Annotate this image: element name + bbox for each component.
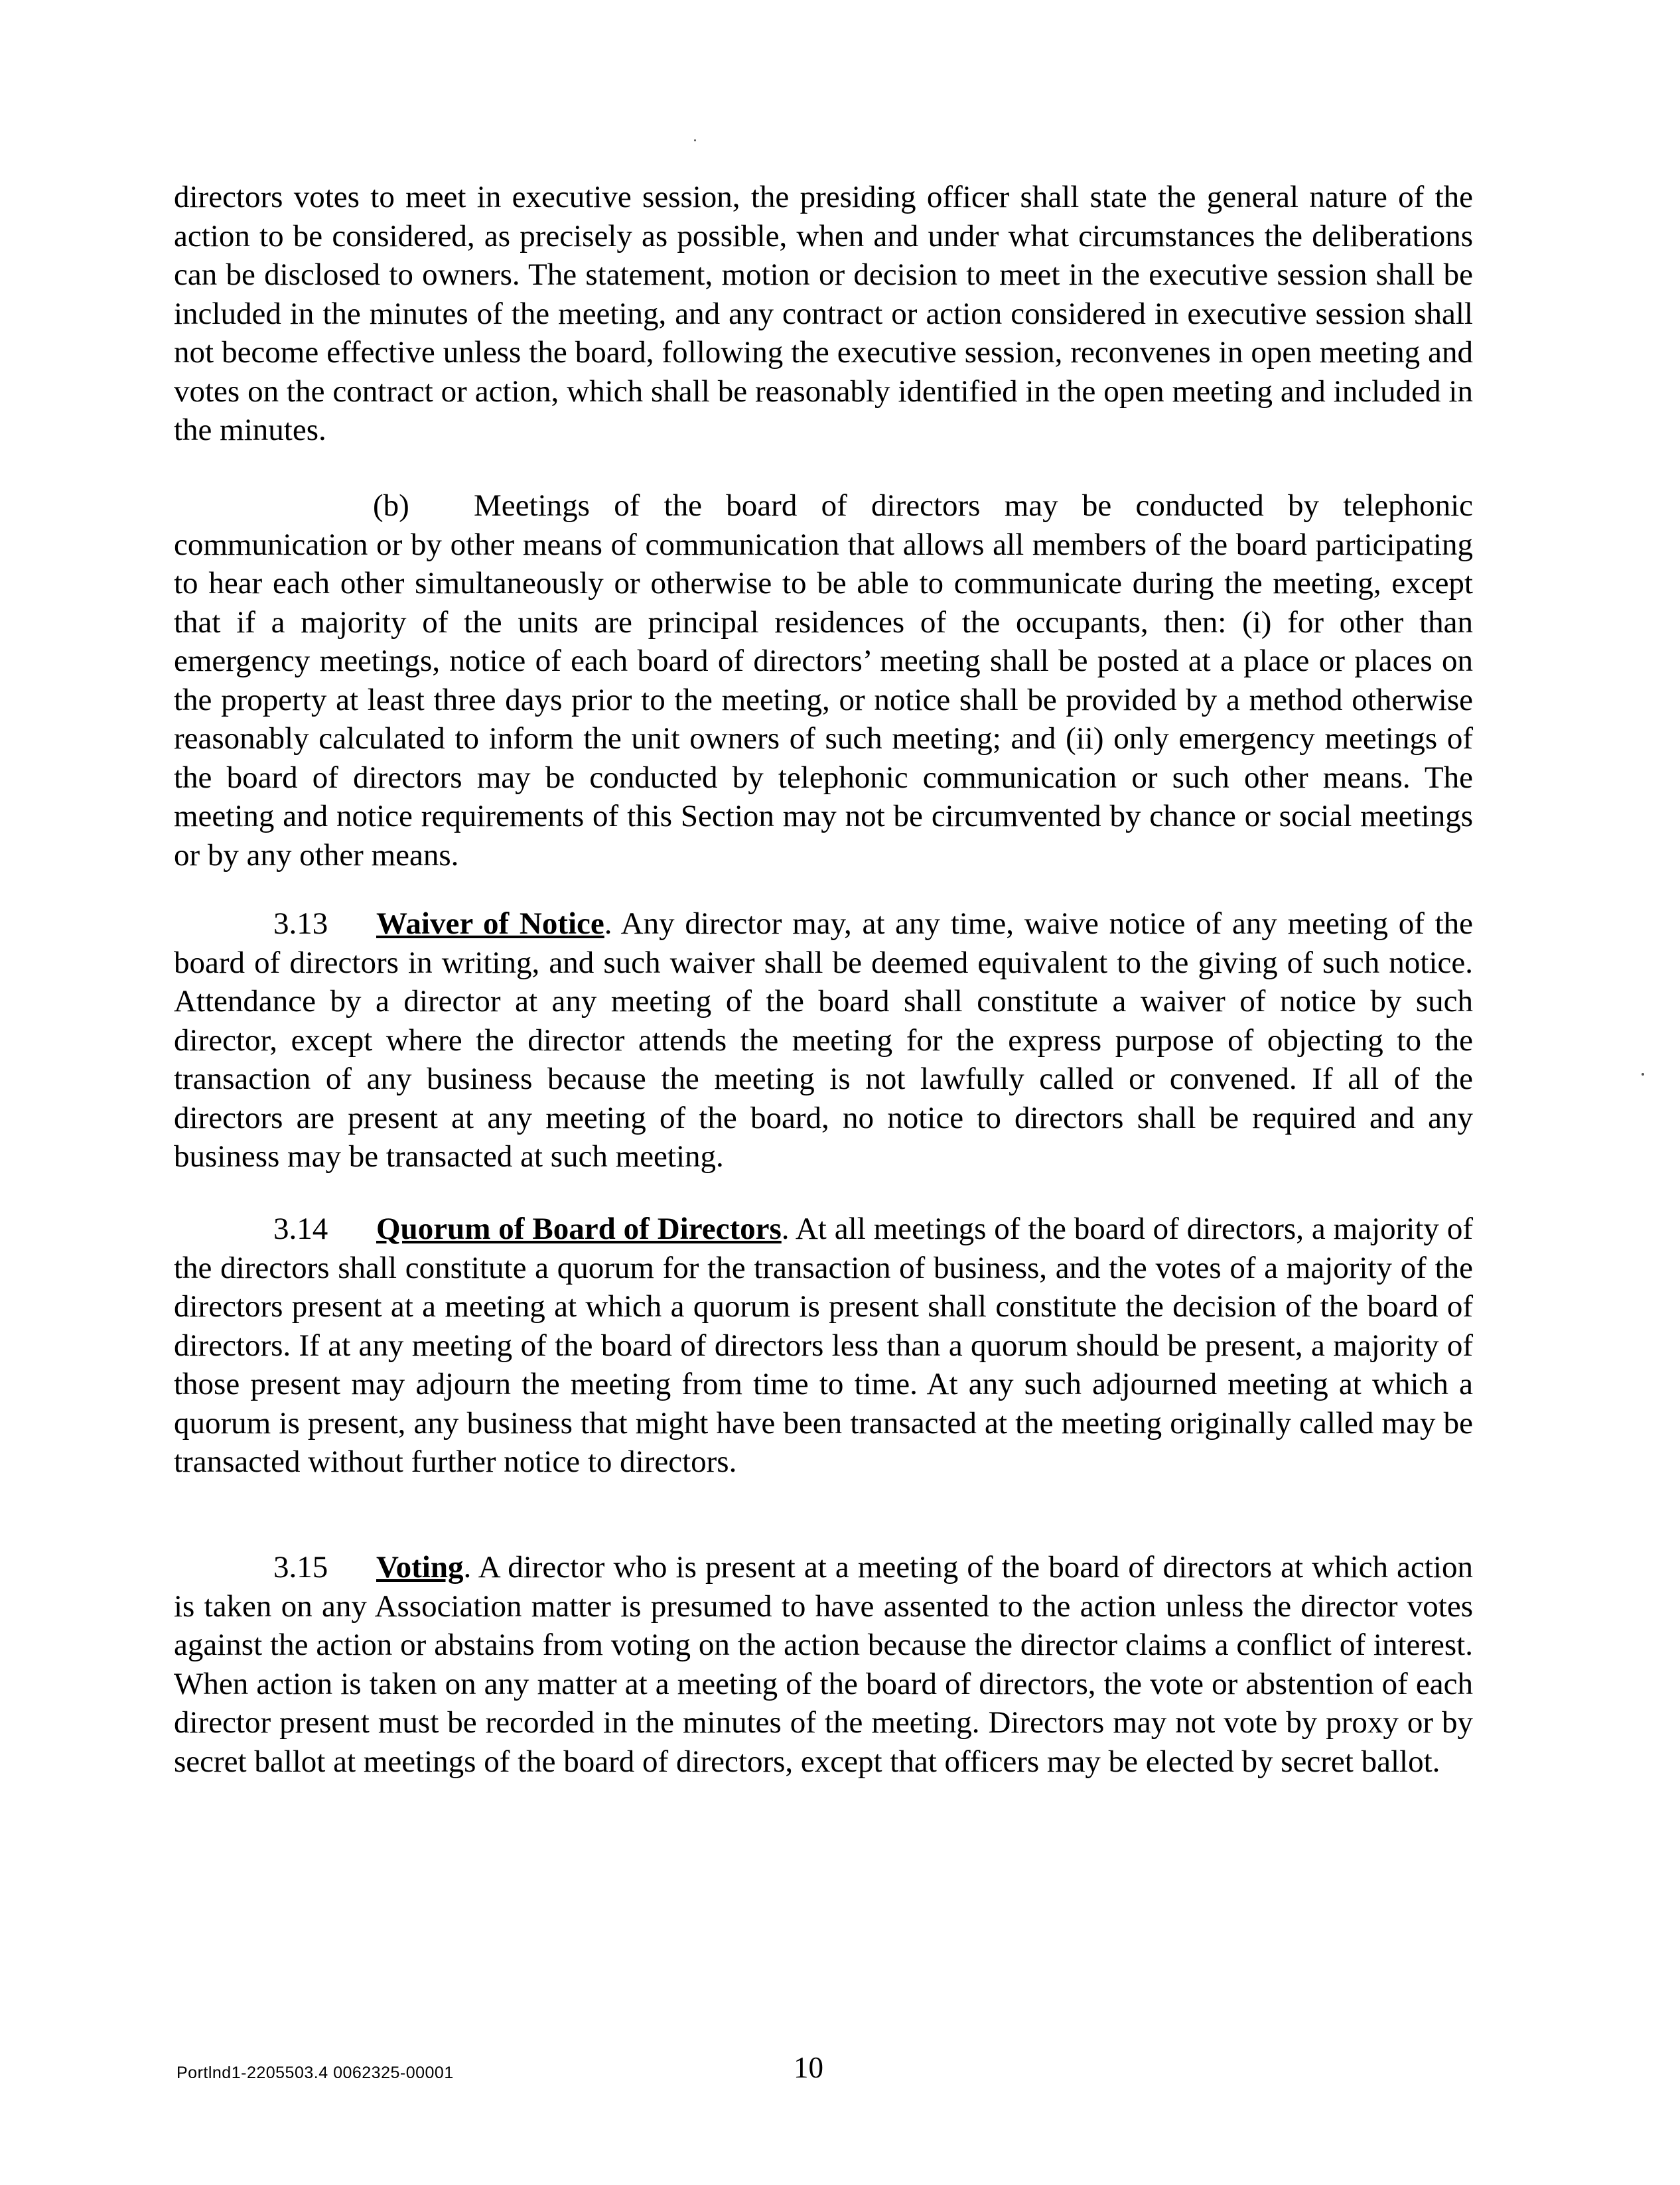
- section-number: 3.14: [273, 1212, 328, 1246]
- scan-speck: [1642, 1073, 1644, 1076]
- paragraph-text: directors votes to meet in executive session, the presiding officer shall state the general nature of the action to be considered, as precisely as possible, when and under what circumstances the deliberations can be disclosed to owners. The statement, motion or decision to meet in the executive session shall be included in the minutes of the meeting, and any contract or action considered in executive session shall not become effective unless the board, following the executive session, reconvenes in open meeting and votes on the contract or action, which shall be reasonably identified in the open meeting and included in the minutes.: [174, 180, 1473, 447]
- section-3-14-quorum: [174, 1210, 1473, 1482]
- section-heading: Quorum of Board of Directors: [376, 1212, 782, 1246]
- section-number: 3.13: [273, 906, 328, 941]
- section-heading: Voting: [376, 1550, 464, 1585]
- paragraph-executive-session: [174, 178, 1473, 450]
- section-3-13-waiver-of-notice: [174, 904, 1473, 1176]
- paragraph-b-telephonic-meetings: [174, 486, 1473, 875]
- section-3-15-voting: [174, 1548, 1473, 1781]
- section-text: . At all meetings of the board of directors, a majority of the directors shall constitute a quorum for the transaction of business, and the votes of a majority of the directors present at a meeting at which a quorum is present shall constitute the decision of the board of directors. If at any meeting of the board of directors less than a quorum should be present, a majority of those present may adjourn the meeting from time to time. At any such adjourned meeting at which a quorum is present, any business that might have been transacted at the meeting originally called may be transacted without further notice to directors.: [174, 1212, 1473, 1479]
- footer-document-id: Portlnd1-2205503.4 0062325-00001: [176, 2064, 454, 2082]
- subsection-label: (b): [373, 488, 409, 523]
- paragraph-text: Meetings of the board of directors may be conducted by telephonic communication or by other means of communication that allows all members of the board participating to hear each other simultaneously or otherwise to be able to communicate during the meeting, except that if a majority of the units are principal residences of the occupants, then: (i) for other than emergency meetings, notice of each board of directors’ meeting shall be posted at a place or places on the property at least three days prior to the meeting, or notice shall be provided by a method otherwise reasonably calculated to inform the unit owners of such meeting; and (ii) only emergency meetings of the board of directors may be conducted by telephonic communication or such other means. The meeting and notice requirements of this Section may not be circumvented by chance or social meetings or by any other means.: [174, 488, 1473, 873]
- section-text: . A director who is present at a meeting of the board of directors at which action is taken on any Association matter is presumed to have assented to the action unless the director votes against the action or abstains from voting on the action because the director claims a conflict of interest. When action is taken on any matter at a meeting of the board of directors, the vote or abstention of each director present must be recorded in the minutes of the meeting. Directors may not vote by proxy or by secret ballot at meetings of the board of directors, except that officers may be elected by secret ballot.: [174, 1550, 1473, 1779]
- section-number: 3.15: [273, 1550, 328, 1585]
- scan-speck: [694, 139, 696, 141]
- page-number: 10: [794, 2051, 823, 2084]
- section-heading: Waiver of Notice: [376, 906, 604, 941]
- section-text: . Any director may, at any time, waive notice of any meeting of the board of directors in writing, and such waiver shall be deemed equivalent to the giving of such notice. Attendance by a director at any meeting of the board shall constitute a waiver of notice by such director, except where the director attends the meeting for the express purpose of objecting to the transaction of any business because the meeting is not lawfully called or convened. If all of the directors are present at any meeting of the board, no notice to directors shall be required and any business may be transacted at such meeting.: [174, 906, 1473, 1174]
